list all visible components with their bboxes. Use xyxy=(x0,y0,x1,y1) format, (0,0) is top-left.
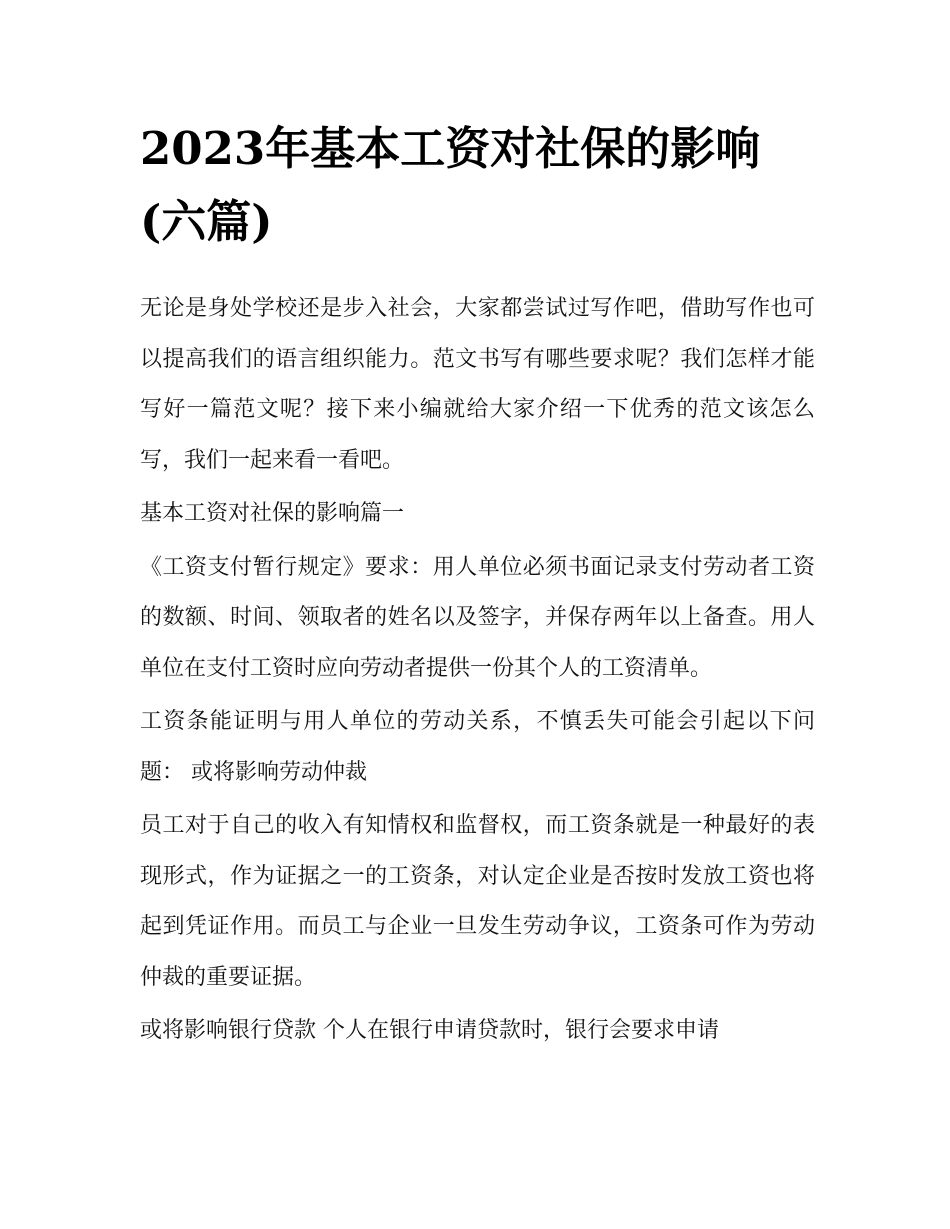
document-body xyxy=(140,284,815,1060)
paragraph-arbitration: 员工对于自己的收入有知情权和监督权，而工资条就是一种最好的表现形式，作为证据之一的工资条，对认定企业是否按时发放工资也将起到凭证作用。而员工与企业一旦发生劳动争议，工资条可作为劳动仲裁的重要证据。 xyxy=(140,813,815,990)
paragraph-bank-loan: 或将影响银行贷款 个人在银行申请贷款时，银行会要求申请 xyxy=(140,1018,719,1043)
paragraph-payslip-issues: 工资条能证明与用人单位的劳动关系，不慎丢失可能会引起以下问题： 或将影响劳动仲裁 xyxy=(140,709,815,785)
paragraph-intro: 无论是身处学校还是步入社会，大家都尝试过写作吧，借助写作也可以提高我们的语言组织能力。范文书写有哪些要求呢？我们怎样才能写好一篇范文呢？接下来小编就给大家介绍一下优秀的范文该怎么写，我们一起来看一看吧。 xyxy=(140,296,815,473)
section-heading: 基本工资对社保的影响篇一 xyxy=(140,501,405,526)
paragraph-regulation: 《工资支付暂行规定》要求：用人单位必须书面记录支付劳动者工资的数额、时间、领取者的姓名以及签字，并保存两年以上备查。用人单位在支付工资时应向劳动者提供一份其个人的工资清单。 xyxy=(140,554,815,681)
document-title: 2023年基本工资对社保的影响(六篇) xyxy=(140,122,761,248)
